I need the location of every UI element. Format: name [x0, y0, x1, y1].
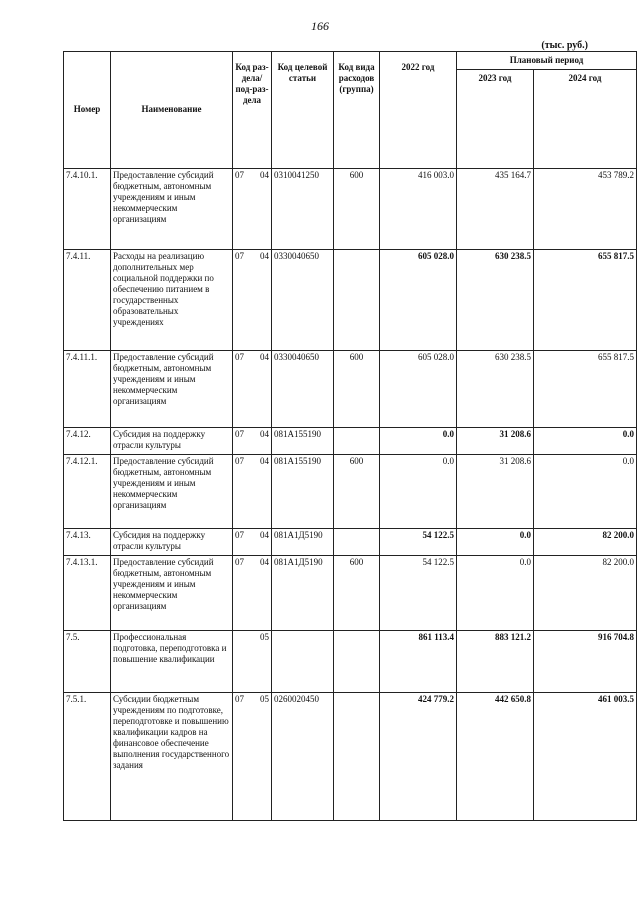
table-row: [64, 250, 637, 351]
subsection-code: 04: [260, 352, 269, 362]
row-number: 7.4.11.: [64, 250, 111, 351]
header-section: Код раз-дела/ под-раз-дела: [233, 52, 272, 169]
row-section-code: [233, 529, 272, 556]
row-value-2023: 0.0: [457, 556, 534, 631]
row-section-code: [233, 250, 272, 351]
row-value-2022: 605 028.0: [380, 351, 457, 428]
table-row: [64, 351, 637, 428]
section-code: 07: [235, 251, 244, 261]
row-section-code: [233, 631, 272, 693]
header-number: Номер: [64, 52, 111, 169]
subsection-code: 04: [260, 429, 269, 439]
section-code: 07: [235, 170, 244, 180]
row-name: Субсидия на поддержку отрасли культуры: [111, 428, 233, 455]
row-expense-code: [334, 250, 380, 351]
row-section-code: [233, 169, 272, 250]
header-planned: Плановый период: [457, 52, 637, 70]
table-row: [64, 693, 637, 821]
units-label: (тыс. руб.): [541, 40, 588, 51]
subsection-code: 04: [260, 530, 269, 540]
row-number: 7.5.: [64, 631, 111, 693]
row-number: 7.4.12.1.: [64, 455, 111, 529]
row-expense-code: 600: [334, 455, 380, 529]
row-expense-code: 600: [334, 556, 380, 631]
row-value-2024: 82 200.0: [534, 529, 637, 556]
table-row: [64, 169, 637, 250]
row-name: Профессиональная подготовка, переподготовка и повышение квалификации: [111, 631, 233, 693]
table-row: [64, 428, 637, 455]
row-value-2022: 0.0: [380, 428, 457, 455]
row-name: Предоставление субсидий бюджетным, автономным учреждениям и иным некоммерческим организациям: [111, 351, 233, 428]
row-section-code: [233, 428, 272, 455]
row-value-2022: 0.0: [380, 455, 457, 529]
section-code: 07: [235, 557, 244, 567]
row-section-code: [233, 693, 272, 821]
row-expense-code: 600: [334, 169, 380, 250]
row-target-code: 081A1Д5190: [272, 556, 334, 631]
row-target-code: 0310041250: [272, 169, 334, 250]
row-value-2022: 416 003.0: [380, 169, 457, 250]
row-target-code: 081A155190: [272, 428, 334, 455]
page-number: 166: [311, 19, 329, 33]
row-name: Предоставление субсидий бюджетным, автономным учреждениям и иным некоммерческим организациям: [111, 556, 233, 631]
row-section-code: [233, 351, 272, 428]
row-number: 7.4.13.1.: [64, 556, 111, 631]
section-code: 07: [235, 429, 244, 439]
row-expense-code: [334, 693, 380, 821]
row-value-2024: 916 704.8: [534, 631, 637, 693]
row-name: Субсидии бюджетным учреждениям по подготовке, переподготовке и повышению квалификации кадров на финансовое обеспечение выполнения государственного задания: [111, 693, 233, 821]
row-value-2024: 82 200.0: [534, 556, 637, 631]
section-code: 07: [235, 352, 244, 362]
row-section-code: [233, 556, 272, 631]
row-name: Предоставление субсидий бюджетным, автономным учреждениям и иным некоммерческим организациям: [111, 169, 233, 250]
header-target: Код целевой статьи: [272, 52, 334, 169]
row-target-code: 081A155190: [272, 455, 334, 529]
row-target-code: [272, 631, 334, 693]
budget-table: [63, 51, 637, 821]
header-2022: 2022 год: [380, 52, 457, 169]
row-value-2023: 630 238.5: [457, 351, 534, 428]
section-code: 07: [235, 694, 244, 704]
row-number: 7.4.11.1.: [64, 351, 111, 428]
row-expense-code: [334, 529, 380, 556]
row-name: Предоставление субсидий бюджетным, автономным учреждениям и иным некоммерческим организациям: [111, 455, 233, 529]
header-expense: Код вида расходов (группа): [334, 52, 380, 169]
row-expense-code: 600: [334, 351, 380, 428]
row-value-2023: 435 164.7: [457, 169, 534, 250]
table-row: [64, 529, 637, 556]
subsection-code: 05: [260, 694, 269, 704]
row-value-2024: 453 789.2: [534, 169, 637, 250]
row-value-2023: 630 238.5: [457, 250, 534, 351]
row-number: 7.5.1.: [64, 693, 111, 821]
subsection-code: 04: [260, 251, 269, 261]
row-target-code: 0330040650: [272, 250, 334, 351]
row-number: 7.4.13.: [64, 529, 111, 556]
header-2024: 2024 год: [534, 70, 637, 169]
row-value-2022: 54 122.5: [380, 529, 457, 556]
row-value-2024: 0.0: [534, 428, 637, 455]
row-value-2023: 31 208.6: [457, 455, 534, 529]
row-target-code: 081A1Д5190: [272, 529, 334, 556]
row-value-2024: 461 003.5: [534, 693, 637, 821]
row-value-2024: 655 817.5: [534, 351, 637, 428]
row-value-2022: 861 113.4: [380, 631, 457, 693]
subsection-code: 04: [260, 557, 269, 567]
table-row: [64, 455, 637, 529]
table-row: [64, 631, 637, 693]
row-name: Расходы на реализацию дополнительных мер социальной поддержки по обеспечению питанием в государственных образовательных учреждениях: [111, 250, 233, 351]
row-value-2024: 655 817.5: [534, 250, 637, 351]
row-name: Субсидия на поддержку отрасли культуры: [111, 529, 233, 556]
row-expense-code: [334, 631, 380, 693]
table-row: [64, 556, 637, 631]
section-code: 07: [235, 530, 244, 540]
subsection-code: 04: [260, 170, 269, 180]
row-value-2023: 0.0: [457, 529, 534, 556]
subsection-code: 05: [260, 632, 269, 642]
row-number: 7.4.12.: [64, 428, 111, 455]
row-section-code: [233, 455, 272, 529]
header-name: Наименование: [111, 52, 233, 169]
row-value-2022: 424 779.2: [380, 693, 457, 821]
row-expense-code: [334, 428, 380, 455]
section-code: 07: [235, 456, 244, 466]
row-value-2023: 442 650.8: [457, 693, 534, 821]
subsection-code: 04: [260, 456, 269, 466]
row-number: 7.4.10.1.: [64, 169, 111, 250]
row-value-2023: 883 121.2: [457, 631, 534, 693]
row-value-2022: 54 122.5: [380, 556, 457, 631]
row-target-code: 0330040650: [272, 351, 334, 428]
row-value-2023: 31 208.6: [457, 428, 534, 455]
row-target-code: 0260020450: [272, 693, 334, 821]
row-value-2022: 605 028.0: [380, 250, 457, 351]
header-2023: 2023 год: [457, 70, 534, 169]
row-value-2024: 0.0: [534, 455, 637, 529]
